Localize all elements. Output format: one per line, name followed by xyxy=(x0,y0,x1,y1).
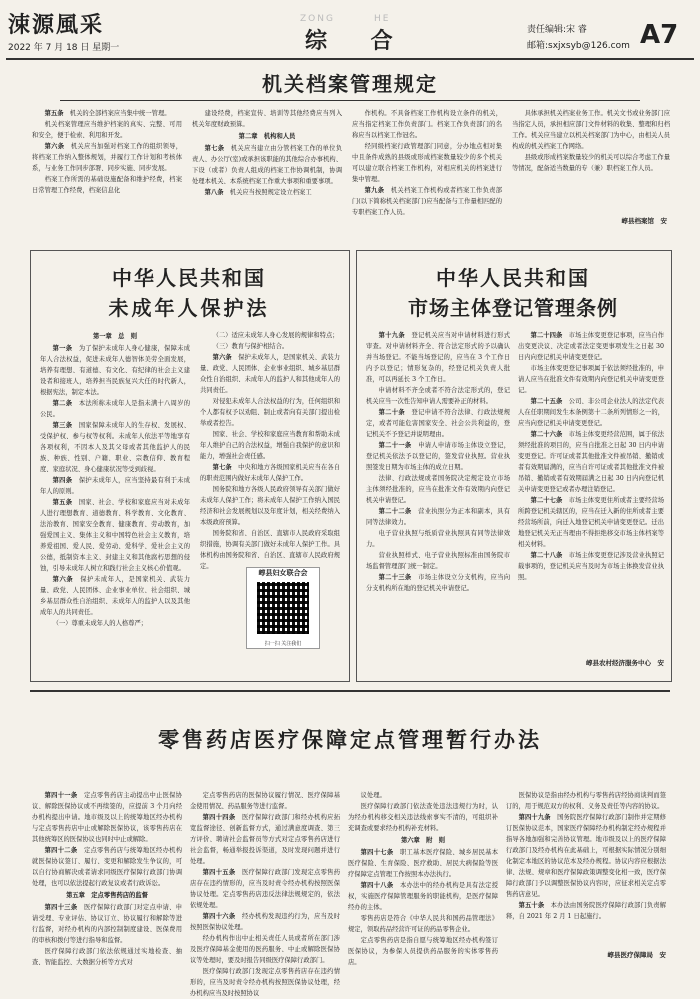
paragraph xyxy=(32,946,182,968)
paragraph xyxy=(348,847,498,880)
paragraph-text: （三）教育与保护相结合。 xyxy=(212,343,289,350)
section-pinyin-left: ZONG xyxy=(300,14,335,24)
paragraph-text: 市场主体变更经营范围，属于依法须经批准的项目的，应当自批准之日起 30 日内申请变更登记。许可证或者其他批准文件被吊销、撤销或者有效期届满的，应当自许可证或者其他批准文件被吊销、撤销或者有效期届满之日起 30 日内向登记机关申请变更登记或者办理注销登记。 xyxy=(518,431,665,493)
paragraph-text: 本办法由国务院医疗保障行政部门负责解释，自 2021 年 2 月 1 日起施行。 xyxy=(506,902,667,920)
page-number: A7 xyxy=(640,20,679,50)
paragraph xyxy=(200,330,340,341)
paragraph-text: 登记申请不符合法律、行政法规规定，或者可能危害国家安全、社会公共利益的，登记机关不予登记并说明理由。 xyxy=(366,409,511,438)
article-number: 第四十三条 xyxy=(44,904,84,911)
article-number: 第二十四条 xyxy=(530,332,569,339)
article1-col1 xyxy=(32,108,182,234)
paragraph-text: 国务院和地方各级人民政府领导有关部门做好未成年人保护工作；将未成年人保护工作纳入国民经济和社会发展规划以及年度计划，相关经费纳入本级政府预算。 xyxy=(200,486,340,526)
paragraph-text: 县级或形成档案数量较少的机关可以综合考虑工作量等情况，配备适当数量的专（兼）职档案工作人员。 xyxy=(512,154,670,172)
paragraph-text: 医保协议是指由经办机构与零售药店经协商谈判而签订的，用于规范双方的权利、义务及责任等内容的协议。 xyxy=(506,792,666,810)
article-number: 第五条 xyxy=(44,110,70,117)
article-number: 第九条 xyxy=(364,187,391,194)
paragraph xyxy=(366,550,510,572)
paragraph xyxy=(40,475,190,497)
paper-name: 涑源風采 xyxy=(8,12,105,38)
article-number: 第六条 xyxy=(212,354,239,361)
paragraph-text: 机关的全部档案应当集中统一管理。 xyxy=(69,110,171,117)
paragraph-text: 定点零售药店主动提出中止医保协议、解除医保协议或不再续签的，应提前 3 个月向经办机构提出申请。地市级及以上的统筹地区经办机构与定点零售药店中止或解除医保协议，该零售药店在其他统筹区的医保协议也同时中止或解除。 xyxy=(32,792,183,843)
paragraph xyxy=(190,933,340,966)
article-number: 第四十四条 xyxy=(202,814,242,821)
article2-title-line1: 中华人民共和国 xyxy=(112,266,266,290)
paragraph xyxy=(190,966,340,999)
paragraph-text: （二）适应未成年人身心发展的规律和特点； xyxy=(212,332,339,339)
article-number: 第四十一条 xyxy=(44,792,84,799)
section-pinyin-right: HE xyxy=(374,14,391,24)
article-number: 第二十七条 xyxy=(530,497,569,504)
editor-credit: 责任编辑:宋 睿 xyxy=(527,25,587,35)
paragraph xyxy=(32,902,182,946)
article-number: 第二十二条 xyxy=(378,508,419,515)
paragraph-text: 机关应当按照规定设立档案工 xyxy=(229,189,312,196)
qr-code-icon[interactable] xyxy=(257,582,309,634)
paragraph xyxy=(190,790,340,812)
article4-signature: 崞县医疗保障局 安 xyxy=(607,951,666,959)
paragraph-text: 机关应当加强对档案工作的组织领导，将档案工作纳入整体规划，并履行工作计划和考核体系，与业务工作同步部署、同步实施、同步发展。 xyxy=(32,143,183,172)
paragraph-text: 对侵犯未成年人合法权益的行为，任何组织和个人都有权予以劝阻、制止或者向有关部门提出检举或者控告。 xyxy=(200,398,340,427)
chapter-heading: 第二章 机构和人员 xyxy=(238,133,296,140)
article4-top-rule xyxy=(30,690,670,692)
paragraph-text: 作机构。不具备档案工作机构设立条件的机关，应当指定档案工作负责部门。档案工作负责部门的名称应当以档案工作冠名。 xyxy=(352,110,502,139)
qr-card xyxy=(246,567,320,649)
paragraph-text: 医疗保障行政部门发现定点零售药店存在违约情形的，应当及时责令经办机构按照医保协议处理，经办机构应当及时按照协议 xyxy=(190,968,340,997)
article-number: 第五十条 xyxy=(518,902,551,909)
section-title: 综 合 xyxy=(305,28,411,54)
article3-col2 xyxy=(518,330,664,656)
paragraph-text: 营业执照样式、电子营业执照标准由国务院市场监督管理部门统一制定。 xyxy=(366,552,510,570)
paragraph-text: 国家、社会、学校和家庭应当对未成年人进行理想教育、道德教育、科学教育、文化教育、法治教育、国家安全教育、健康教育、劳动教育，加强爱国主义、集体主义和中国特色社会主义教育，培养爱祖国、爱人民、爱劳动、爱科学、爱社会主义的公德，抵制资本主义、封建主义和其他腐朽思想的侵蚀，引导未成年人树立和践行社会主义核心价值观。 xyxy=(40,499,191,572)
paragraph xyxy=(40,497,190,574)
article1-title: 机关档案管理规定 xyxy=(262,72,438,96)
paragraph xyxy=(192,143,342,187)
paragraph-text: 定点零售药店是指自愿与统筹地区经办机构签订医保协议，为参保人员提供药品服务的实体零售药店。 xyxy=(348,937,498,966)
paragraph xyxy=(192,187,342,198)
paragraph xyxy=(32,108,182,119)
article2-title-line2: 未成年人保护法 xyxy=(108,296,270,320)
article4-title: 零售药店医疗保障定点管理暂行办法 xyxy=(158,727,542,752)
paragraph xyxy=(506,812,666,900)
article-number: 第七条 xyxy=(212,464,239,471)
paragraph-text: 国家、社会、学校和家庭应当教育和帮助未成年人维护自己的合法权益，增强自我保护的意识和能力，增强社会责任感。 xyxy=(200,431,340,460)
paragraph xyxy=(192,108,342,130)
paragraph xyxy=(518,495,664,550)
paragraph xyxy=(40,618,190,629)
paragraph-text: 建设经费，档案宣传、培训等其他经费应当列入机关年度财政预算。 xyxy=(192,110,342,128)
paragraph xyxy=(518,396,664,429)
article1-signature: 崞县档案馆 安 xyxy=(621,217,667,225)
paragraph-text: 申请人申请市场主体设立登记，登记机关依法予以登记的，签发营业执照。营业执照签发日期为市场主体的成立日期。 xyxy=(366,442,511,471)
paragraph xyxy=(40,343,190,398)
article3-signature: 崞县农村经济服务中心 安 xyxy=(586,659,664,667)
article2-col1 xyxy=(40,330,190,672)
paragraph-text: 定点零售药店与统筹地区经办机构就医保协议签订、履行、变更和解除发生争议的，可以自行协商解决或者请求同级医疗保障行政部门协调处理，也可以依法提起行政复议或者行政诉讼。 xyxy=(32,847,183,887)
paragraph-text: 公司、非公司企业法人的法定代表人在任职期间发生本条例第十二条所列情形之一的，应当向登记机关申请变更登记。 xyxy=(518,398,665,427)
paragraph xyxy=(200,396,340,429)
paragraph xyxy=(366,572,510,594)
paragraph xyxy=(200,484,340,528)
article4-col3 xyxy=(348,790,498,972)
paragraph-text: 电子营业执照与纸质营业执照具有同等法律效力。 xyxy=(366,530,510,548)
paragraph-text: 国务院医疗保障行政部门制作并定期修订医保协议范本，国家医疗保障经办机构制定经办规程并指导各地加强和完善协议管理。地市级及以上的医疗保障行政部门及经办机构在此基础上，可根据实际情况分别细化制定本地区的协议范本及经办规程。协议内容应根据法律、法规、规章和医疗保障政策调整变化相一致，医疗保障行政部门予以调整医保协议内容时，应征求相关定点零售药店意见。 xyxy=(506,814,666,898)
article-number: 第八条 xyxy=(204,189,230,196)
article-number: 第二条 xyxy=(52,400,79,407)
paragraph-text: 市场主体设立分支机构，应当向分支机构所在地的登记机关申请登记。 xyxy=(366,574,511,592)
paragraph xyxy=(190,867,340,911)
paragraph-text: 经办机构作出中止相关责任人员或者所在部门涉及医疗保障基金使用的医药服务、中止或解除医保协议等处理时，要及时报告同级医疗保障行政部门。 xyxy=(190,935,340,964)
article-number: 第四十六条 xyxy=(202,913,242,920)
paragraph-text: 医疗保障行政部门对定点申请、申请受理、专业评估、协议订立、协议履行和解除等进行监督，对经办机构的内部控制制度建设、医保费用的审核和拨付等进行指导和监督。 xyxy=(32,904,183,944)
article-number: 第四十八条 xyxy=(360,882,400,889)
paragraph xyxy=(366,385,510,407)
article-number: 第七条 xyxy=(204,145,231,152)
paragraph xyxy=(366,440,510,473)
article-number: 第六条 xyxy=(44,143,71,150)
paragraph-text: 医疗保障行政部门依法查处违法违规行为时，认为经办机构移交相关违法线索事实不清的，可组织补充调查或要求经办机构补充材料。 xyxy=(348,803,498,832)
article-number: 第二十五条 xyxy=(530,398,569,405)
article1-col2 xyxy=(192,108,342,234)
paragraph xyxy=(200,341,340,352)
paragraph xyxy=(518,330,664,363)
paragraph xyxy=(518,429,664,495)
paragraph-text: 医疗保障行政部门依法依规通过实地检查、抽查、智能监控、大数据分析等方式对 xyxy=(32,948,182,966)
article-number: 第二十一条 xyxy=(378,442,419,449)
paragraph xyxy=(512,108,670,152)
paragraph-text: 为了保护未成年人身心健康，保障未成年人合法权益，促进未成年人德智体美劳全面发展，培养有理想、有道德、有文化、有纪律的社会主义建设者和接班人，培养担当民族复兴大任的时代新人，根据宪法，制定本法。 xyxy=(40,345,191,396)
paragraph-text: 法律、行政法规或者国务院决定规定设立市场主体须经批准的，应当在批准文件有效期内向登记机关申请登记。 xyxy=(366,475,510,504)
paragraph-text: 定点零售药店的医保协议履行情况、医疗保障基金使用情况、药品服务等进行监督。 xyxy=(190,792,340,810)
article4-col1 xyxy=(32,790,182,972)
paragraph-text: 医疗保障行政部门和经办机构应拓宽监督途径、创新监督方式，通过满意度调查、第三方评价、聘请社会监督员等方式对定点零售药店进行社会监督，畅通举报投诉渠道，及时发现问题并进行处理。 xyxy=(190,814,341,865)
article1-col4 xyxy=(512,108,670,216)
paragraph-text: 中央和地方各级国家机关应当在各自的职责范围内做好未成年人保护工作。 xyxy=(200,464,341,482)
paragraph-text: 具体承担机关档案业务工作。机关文书或业务部门应当指定人员，承担相应部门文件材料的收集、整理和归档工作。机关应当建立以机关档案部门为中心，由相关人员构成的机关档案工作网络。 xyxy=(512,110,670,150)
article4-col2 xyxy=(190,790,341,997)
paragraph xyxy=(352,108,502,141)
paragraph xyxy=(32,174,182,196)
article-number: 第二十六条 xyxy=(530,431,569,438)
paragraph xyxy=(352,141,502,185)
paragraph xyxy=(518,363,664,396)
article-number: 第四十五条 xyxy=(202,869,242,876)
article3-title-line1: 中华人民共和国 xyxy=(436,266,590,290)
article-number: 第六条 xyxy=(52,576,81,583)
paragraph-text: 保护未成年人，是国家机关、武装力量、政党、人民团体、企业事业组织、城乡基层群众性自治组织、未成年人的监护人和其他成年人的共同责任。 xyxy=(200,354,341,394)
article3-col1 xyxy=(366,330,510,672)
paragraph xyxy=(352,185,502,218)
article1-title-rule xyxy=(60,100,640,101)
paragraph xyxy=(200,352,340,396)
paragraph-text: 市场主体变更登记涉及营业执照记载事项的，登记机关应当及时为市场主体换发营业执照。 xyxy=(518,552,665,581)
paragraph xyxy=(200,528,340,572)
paragraph xyxy=(506,790,666,812)
paragraph xyxy=(506,900,666,922)
paragraph-text: 本办法中的经办机构是具有法定授权，实施医疗保障管理服务的职能机构，是医疗保障经办的主体。 xyxy=(348,882,499,911)
paragraph xyxy=(190,812,340,867)
paragraph-text: 申请材料不齐全或者不符合法定形式的，登记机关应当一次性告知申请人需要补正的材料。 xyxy=(366,387,510,405)
article3-title-line2: 市场主体登记管理条例 xyxy=(408,296,618,320)
chapter-heading: 第五章 定点零售药店的监督 xyxy=(66,892,148,899)
paragraph-text: 议处理。 xyxy=(360,792,386,799)
paragraph xyxy=(366,473,510,506)
paragraph-text: 登记机关应当对申请材料进行形式审查。对申请材料齐全、符合法定形式的予以确认并当场登记。不能当场登记的，应当在 3 个工作日内予以登记；情形复杂的，经登记机关负责人批准，可以再延长 3 个工作日。 xyxy=(366,332,511,383)
paragraph-text: 经办机构发现违约行为，应当及时按照医保协议处理。 xyxy=(190,913,341,931)
paragraph-text: 本法所称未成年人是指未满十八周岁的公民。 xyxy=(40,400,191,418)
article-number: 第五条 xyxy=(52,499,79,506)
paragraph-text: 机关应当建立由分管档案工作的单位负责人、办公厅(室)或承担该职能的其他综合办事机构、下设（或者）负责人组成的档案工作协调机制，协调处理本机关、本系统档案工作重大事项和重要事项。 xyxy=(192,145,343,185)
article-number: 第二十八条 xyxy=(530,552,569,559)
issue-date: 2022 年 7 月 18 日 星期一 xyxy=(8,43,120,53)
paragraph-text: 零售药店是符合《中华人民共和国药品管理法》规定，领取药品经营许可证的药品零售企业。 xyxy=(348,915,498,933)
paragraph xyxy=(366,506,510,528)
paragraph xyxy=(32,845,182,889)
paragraph-text: 营业执照分为正本和副本，具有同等法律效力。 xyxy=(366,508,511,526)
article-number: 第四十二条 xyxy=(44,847,84,854)
paragraph xyxy=(40,398,190,420)
paragraph-text: 市场主体变更登记事项属于依法须经批准的，申请人应当在批准文件有效期内向登记机关申请变更登记。 xyxy=(518,365,664,394)
article-number: 第十九条 xyxy=(378,332,412,339)
paragraph-text: 机关档案管理应当维护档案的真实、完整、可用和安全，便于检索、利用和开发。 xyxy=(32,121,182,139)
paragraph-text: 档案工作所需的基础设施配备和维护经费，档案日常管理工作经费，档案信息化 xyxy=(32,176,182,194)
masthead-rule xyxy=(6,58,694,60)
paragraph xyxy=(512,152,670,174)
article-number: 第二十条 xyxy=(378,409,412,416)
qr-card-caption: 扫一扫 关注我们 xyxy=(264,641,302,647)
paragraph-text: 经同级档案行政管理部门同意，分办地点相对集中且条件成熟的县级或形成档案数量较少的多个机关可以建立联合档案工作机构，对相应机关的档案进行集中管理。 xyxy=(352,143,502,183)
paragraph xyxy=(348,935,498,968)
paragraph-text: 市场主体变更登记事项，应当自作出变更决议、决定或者法定变更事项发生之日起 30 日内向登记机关申请变更登记。 xyxy=(518,332,665,361)
paragraph xyxy=(348,913,498,935)
paragraph-text: 保护未成年人，应当坚持最有利于未成年人的原则。 xyxy=(40,477,191,495)
article-number: 第二十三条 xyxy=(378,574,419,581)
paragraph xyxy=(200,429,340,462)
paragraph xyxy=(348,790,498,801)
paragraph xyxy=(518,550,664,583)
paragraph-text: 机关档案工作机构或者档案工作负责部门(以下简称机关档案部门)应当配备与工作量相匹配的专职档案工作人员。 xyxy=(352,187,503,216)
paragraph xyxy=(32,141,182,174)
paragraph xyxy=(200,462,340,484)
paragraph-text: 国家保障未成年人的生存权、发展权、受保护权、参与权等权利。未成年人依法平等地享有各项权利，不因本人及其父母或者其他监护人的民族、种族、性别、户籍、职业、宗教信仰、教育程度、家庭状况、身心健康状况等受到歧视。 xyxy=(40,422,191,473)
paragraph xyxy=(366,528,510,550)
paragraph-text: 国务院和省、自治区、直辖市人民政府采取组织措施，协调有关部门做好未成年人保护工作。具体机构由国务院和省、自治区、直辖市人民政府规定。 xyxy=(200,530,340,570)
article-number: 第三条 xyxy=(52,422,79,429)
chapter-heading: 第一章 总 则 xyxy=(92,333,138,340)
paragraph xyxy=(366,407,510,440)
article-number: 第四十九条 xyxy=(518,814,558,821)
article-number: 第四条 xyxy=(52,477,79,484)
paragraph-text: 市场主体变更住所或者主要经营场所跨登记机关辖区的，应当在迁入新的住所或者主要经营场所前，向迁入地登记机关申请变更登记。迁出地登记机关无正当理由不得拒绝移交市场主体档案等相关材料。 xyxy=(518,497,665,548)
paragraph-text: 职工基本医疗保险、城乡居民基本医疗保险、生育保险、医疗救助、居民大病保险等医疗保障定点管理工作按照本办法执行。 xyxy=(348,849,499,878)
article1-col3 xyxy=(352,108,502,234)
chapter-heading: 第六章 附 则 xyxy=(400,837,446,844)
paragraph xyxy=(348,801,498,834)
paragraph xyxy=(40,574,190,618)
paragraph xyxy=(32,790,182,845)
editor-email: 邮箱:sxjxsyb@126.com xyxy=(527,41,630,51)
paragraph xyxy=(190,911,340,933)
paragraph-text: （一）尊重未成年人的人格尊严； xyxy=(52,620,148,627)
paragraph xyxy=(40,420,190,475)
qr-card-title: 崞县妇女联合会 xyxy=(258,569,308,577)
article2-col2 xyxy=(200,330,341,570)
paragraph xyxy=(366,330,510,385)
paragraph-text: 医疗保障行政部门发现定点零售药店存在违约情形的，应当及时责令经办机构按照医保协议处理。定点零售药店违反法律法规规定的，依法依规处理。 xyxy=(190,869,341,909)
article4-col4 xyxy=(506,790,666,950)
article-number: 第四十七条 xyxy=(360,849,400,856)
paragraph-text: 保护未成年人，是国家机关、武装力量、政党、人民团体、企业事业单位、社会组织、城乡基层群众性自治组织、未成年人的监护人以及其他成年人的共同责任。 xyxy=(40,576,191,616)
paragraph xyxy=(32,119,182,141)
paragraph xyxy=(348,880,498,913)
article-number: 第一条 xyxy=(52,345,79,352)
